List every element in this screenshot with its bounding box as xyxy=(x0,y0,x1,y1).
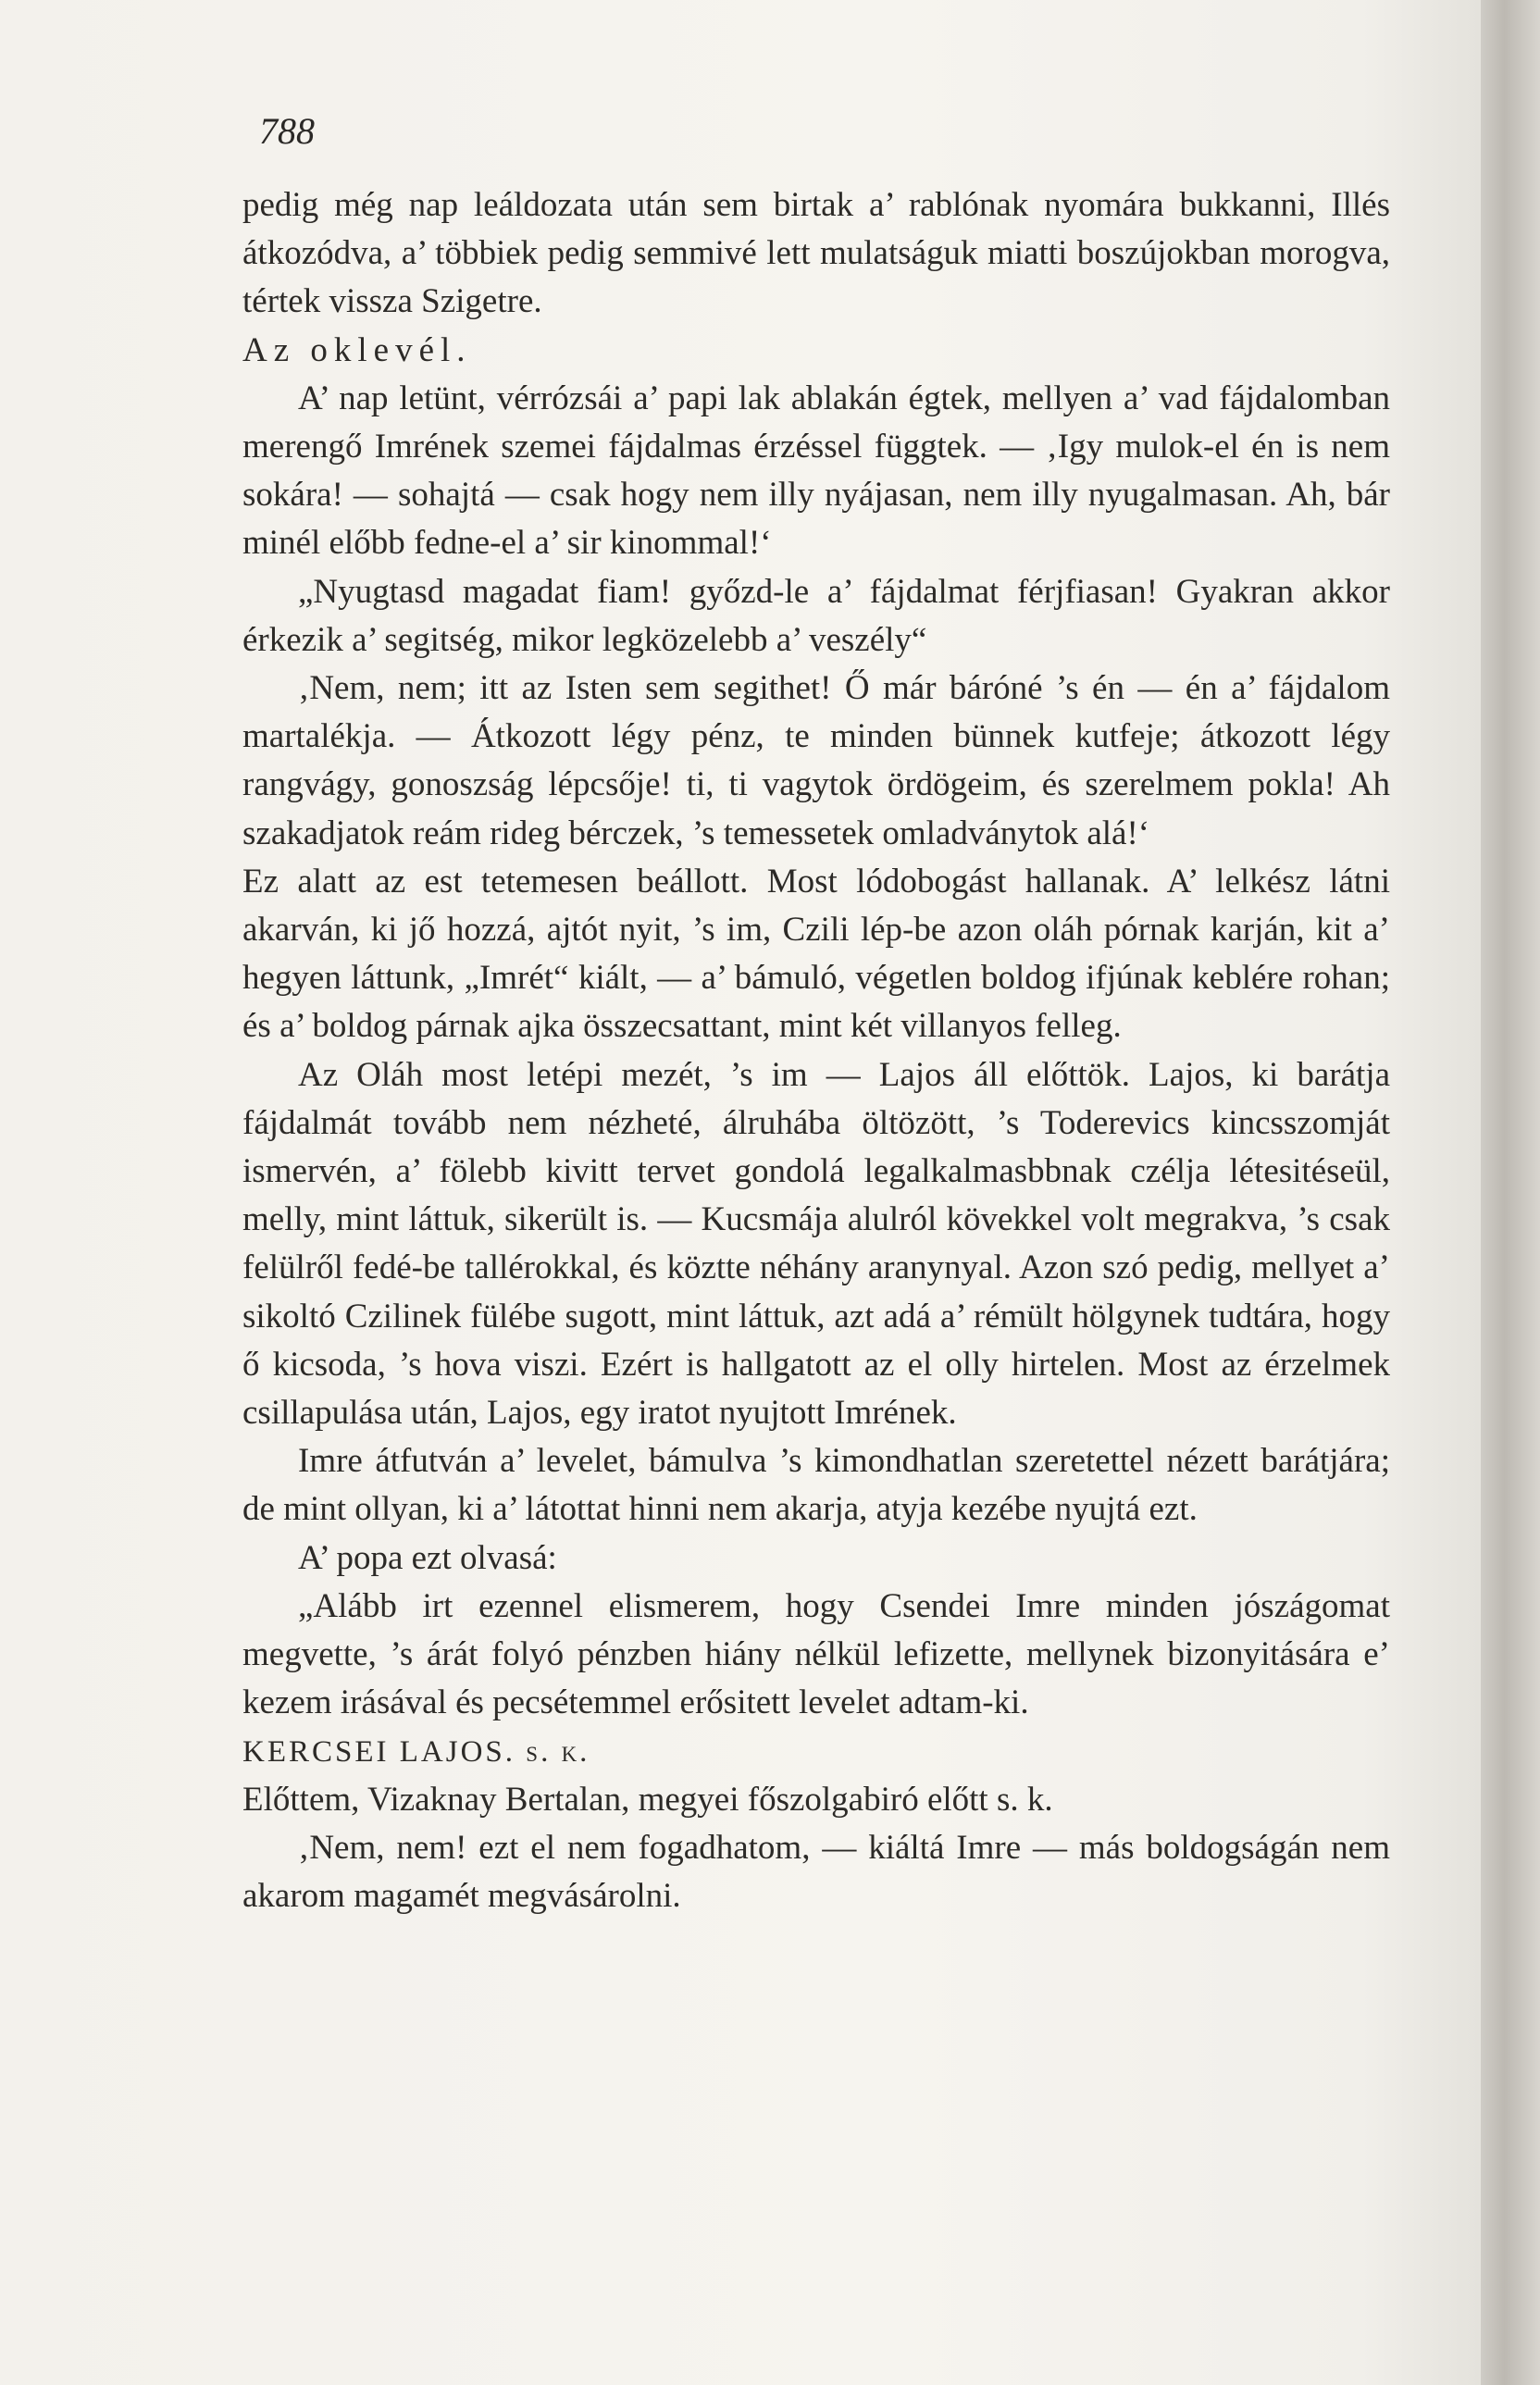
paragraph-arrival: Ez alatt az est tetemesen beállott. Most lódobogást hallanak. A’ lelkész látni akarván, ki jő hozzá, ajtót nyit, ’s im, Czili lép-be azon oláh pórnak karján, kit a’ hegyen láttunk, „Imrét“ kiált, — a’ bámuló, végetlen boldog ifjúnak keblére rohan; és a’ boldog párnak ajka összecsattant, mint két villanyos felleg. xyxy=(242,862,1390,1046)
paragraph-witness: Előttem, Vizaknay Bertalan, megyei főszolgabiró előtt s. k. xyxy=(242,1780,1053,1819)
paragraph-lament: ‚Nem, nem; itt az Isten sem segithet! Ő már báróné ’s én — én a’ fájdalom martalékja. — Átkozott légy pénz, te minden bünnek kutfeje; átkozott légy rangvágy, gonoszság lépcsője! ti, ti vagytok ördögeim, és szerelmem pokla! Ah szakadjatok reám rideg bérczek, ’s temessetek omladványtok alá!‘ xyxy=(242,669,1390,852)
section-title: Az oklevél. xyxy=(242,330,472,369)
paragraph-continuation: pedig még nap leáldozata után sem birtak a’ rablónak nyomára bukkanni, Illés átkozódva, a’ többiek pedig semmivé lett mulatságuk miatti boszújokban morogva, tértek vissza Szigetre. xyxy=(242,186,1390,321)
page-number: 788 xyxy=(259,110,315,152)
paragraph-lajos-reveal: Az Oláh most letépi mezét, ’s im — Lajos áll előttök. Lajos, ki barátja fájdalmát tovább nem nézheté, álruhába öltözött, ’s Toderevics kincsszomját ismervén, a’ fölebb kivitt tervet gondolá legalkalmasbbnak czélja létesitéseül, melly, mint láttuk, sikerült is. — Kucsmája alulról kövekkel volt megrakva, ’s csak felülről fedé-be tallérokkal, és köztte néhány aranynyal. Azon szó pedig, mellyet a’ sikoltó Czilinek fülébe sugott, mint láttuk, azt adá a’ rémült hölgynek tudtára, hogy ő kicsoda, ’s hova viszi. Ezért is hallgatott az el olly hirtelen. Most az érzelmek csillapulása után, Lajos, egy iratot nyujtott Imrének. xyxy=(242,1055,1390,1433)
paragraph-refusal: ‚Nem, nem! ezt el nem fogadhatom, — kiáltá Imre — más boldogságán nem akarom magamét megvásárolni. xyxy=(242,1828,1390,1916)
paragraph-imre-reads: Imre átfutván a’ levelet, bámulva ’s kimondhatlan szeretettel nézett barátjára; de mint ollyan, ki a’ látottat hinni nem akarja, atyja kezébe nyujtá ezt. xyxy=(242,1442,1390,1529)
body-text xyxy=(242,181,1390,1920)
paragraph-popa-reads: A’ popa ezt olvasá: xyxy=(298,1538,557,1577)
book-spine-shadow xyxy=(1481,0,1540,2385)
document-signature: KERCSEI LAJOS. s. k. xyxy=(242,1734,590,1769)
paragraph-document-text: „Alább irt ezennel elismerem, hogy Csendei Imre minden jószágomat megvette, ’s árát folyó pénzben hiány nélkül lefizette, mellynek bizonyitására e’ kezem irásával és pecsétemmel erősitett levelet adtam-ki. xyxy=(242,1586,1390,1722)
paragraph-sunset: A’ nap letünt, vérrózsái a’ papi lak ablakán égtek, mellyen a’ vad fájdalomban merengő Imrének szemei fájdalmas érzéssel függtek. — ‚Igy mulok-el én is nem sokára! — sohajtá — csak hogy nem illy nyájasan, nem illy nyugalmasan. Ah, bár minél előbb fedne-el a’ sir kinommal!‘ xyxy=(242,379,1390,563)
paragraph-consolation: „Nyugtasd magadat fiam! győzd-le a’ fájdalmat férjfiasan! Gyakran akkor érkezik a’ segitség, mikor legközelebb a’ veszély“ xyxy=(242,572,1390,659)
